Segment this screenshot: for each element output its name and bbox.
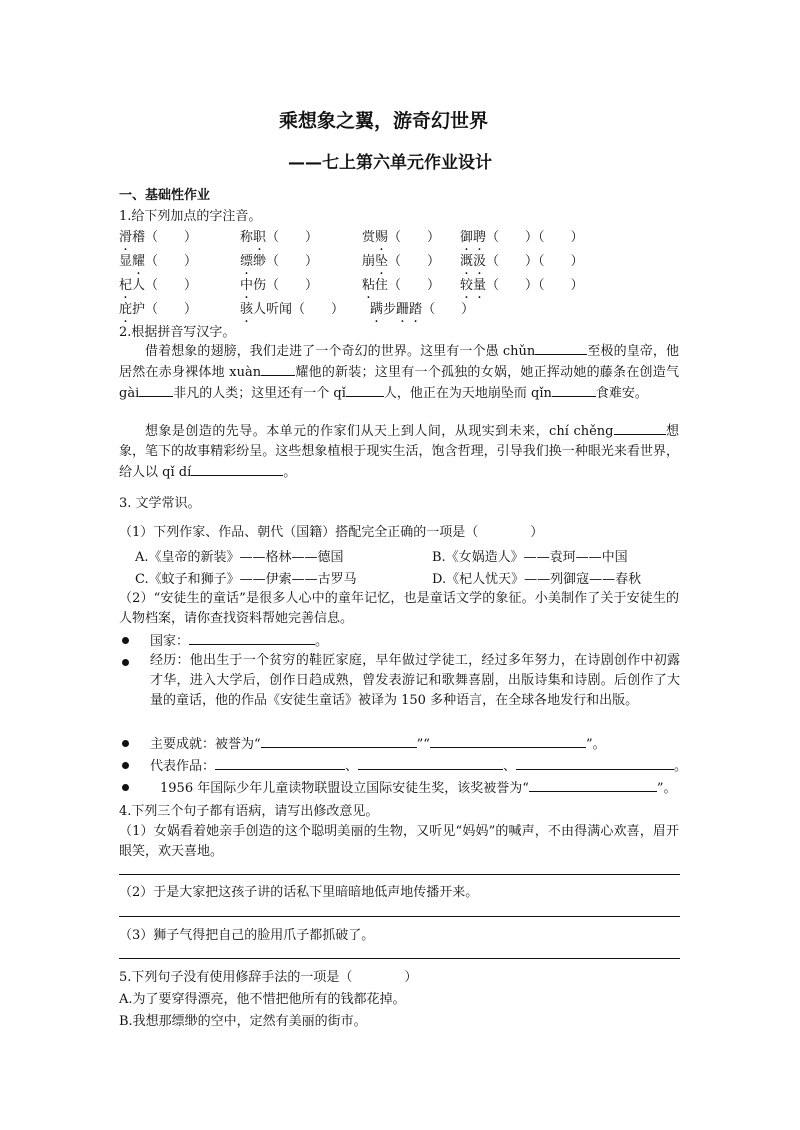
answer-line [119, 916, 680, 917]
q1-cell: 缥缈（ ） [240, 254, 319, 269]
page-title: 乘想象之翼，游奇幻世界 [279, 110, 489, 132]
bullet-icon [122, 740, 129, 747]
q3-sub1: （1）下列作家、作品、朝代（国籍）搭配完全正确的一项是（ ） [119, 525, 544, 540]
q2-paragraph-2: 想象是创造的先导。本单元的作家们从天上到人间，从现实到未来，chí chěng 想象，笔下的故事精彩纷呈。这些想象植根于现实生活，饱含哲理，引导我们换一种眼光来看世界，给人以 qǐ dí 。 [119, 421, 679, 483]
q1-cell: 蹒步跚踏（ ） [370, 302, 475, 317]
q1-cell: 骇人听闻（ ） [240, 302, 345, 317]
works-line: 代表作品： 、 、 。 [150, 755, 687, 774]
award-line: 1956 年国际少年儿童读物联盟设立国际安徒生奖，该奖被誉为“ ”。 [160, 777, 677, 796]
q1-cell: 庇护（ ） [119, 302, 198, 317]
q1-cell: 较量（ ）（ ） [460, 278, 584, 293]
section-heading: 一、基础性作业 [119, 188, 211, 203]
q2-paragraph-1: 借着想象的翅膀，我们走进了一个奇幻的世界。这里有一个愚 chǔn 至极的皇帝，他居然在赤身裸体地 xuàn 耀他的新装；这里有一个孤独的女娲，她正挥动她的藤条在创造气 gài 非凡的人类；这里还有一个 qǐ 人，他正在为天地崩坠而 qǐn 食难安。 [119, 341, 679, 404]
q3-option-c: C.《蚊子和狮子》——伊索——古罗马 [135, 572, 357, 587]
bullet-icon [122, 762, 129, 769]
q1-cell: 称职（ ） [240, 230, 319, 245]
q4-sentence-1: （1）女娲看着她亲手创造的这个聪明美丽的生物，又听见“妈妈”的喊声，不由得满心欢喜，眉开眼笑，欢天喜地。 [119, 824, 679, 859]
q5-option-a: A.为了要穿得漂亮，他不惜把他所有的钱都花掉。 [119, 992, 406, 1007]
q3-option-a: A.《皇帝的新装》——格林——德国 [135, 550, 344, 565]
answer-line [119, 874, 680, 875]
q1-cell: 杞人（ ） [119, 278, 198, 293]
q1-prompt: 1.给下列加点的字注音。 [119, 209, 262, 224]
bullet-icon [122, 659, 129, 666]
q4-sentence-2: （2）于是大家把这孩子讲的话私下里暗暗地低声地传播开来。 [119, 885, 479, 900]
q5-prompt: 5.下列句子没有使用修辞手法的一项是（ ） [119, 970, 418, 985]
answer-line [119, 958, 680, 959]
q5-option-b: B.我想那缥缈的空中，定然有美丽的街市。 [119, 1014, 367, 1029]
q4-sentence-3: （3）狮子气得把自己的脸用爪子都抓破了。 [119, 928, 375, 943]
page-subtitle: ——七上第六单元作业设计 [288, 153, 492, 173]
q1-cell: 溉汲（ ）（ ） [460, 254, 584, 269]
q1-cell: 崩坠（ ） [362, 254, 441, 269]
bullet-icon [122, 784, 129, 791]
experience-text: 经历：他出生于一个贫穷的鞋匠家庭，早年做过学徒工，经过多年努力，在诗剧创作中初露才华，进入大学后，创作日趋成熟，曾发表游记和歌舞喜剧，出版诗集和诗剧。后创作了大量的童话，他的作品《安徒生童话》被译为 150 多种语言，在全球各地发行和出版。 [150, 653, 680, 708]
q3-option-b: B.《女娲造人》——袁珂——中国 [432, 550, 628, 565]
q1-cell: 粘住（ ） [362, 278, 441, 293]
q2-prompt: 2.根据拼音写汉字。 [119, 325, 236, 340]
q1-cell: 滑稽（ ） [119, 230, 198, 245]
achievement-line: 主要成就：被誉为“ ”“ ”。 [150, 733, 606, 752]
bullet-icon [122, 637, 129, 644]
q3-sub2: （2）“安徒生的童话”是很多人心中的童年记忆，也是童话文学的象征。小美制作了关于安徒生的人物档案，请你查找资料帮她完善信息。 [119, 591, 679, 626]
q3-option-d: D.《杞人忧天》——列御寇——春秋 [432, 572, 642, 587]
q1-cell: 御聘（ ）（ ） [460, 230, 584, 245]
q1-cell: 中伤（ ） [240, 278, 319, 293]
q3-prompt: 3. 文学常识。 [119, 496, 201, 511]
q1-cell: 显耀（ ） [119, 254, 198, 269]
country-line: 国家： 。 [150, 630, 328, 649]
q4-prompt: 4.下列三个句子都有语病，请写出修改意见。 [119, 804, 379, 819]
q1-cell: 赏赐（ ） [362, 230, 441, 245]
